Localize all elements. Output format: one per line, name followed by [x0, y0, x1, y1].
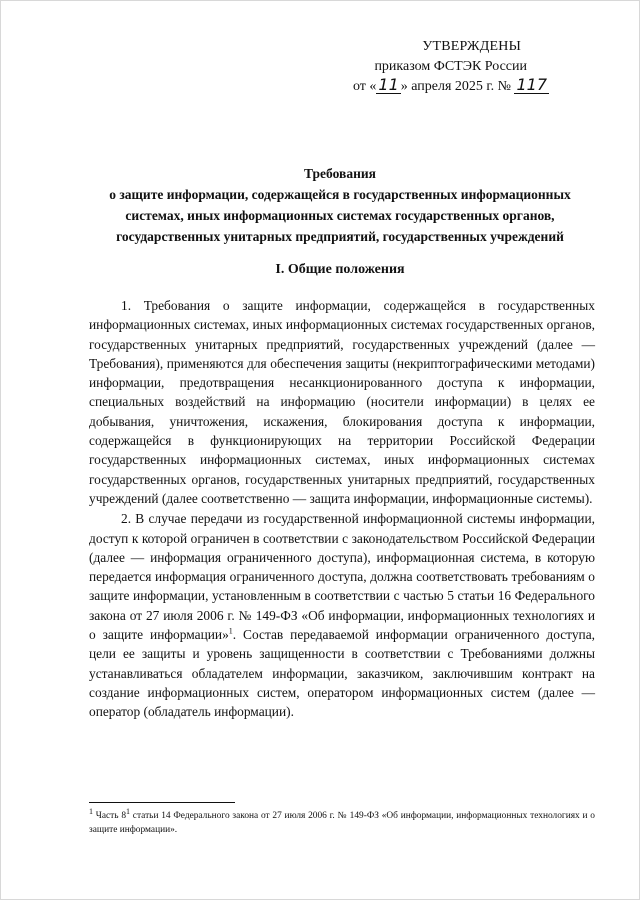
paragraph-2: [89, 509, 595, 721]
date-middle: » апреля 2025 г. №: [400, 79, 511, 94]
paragraph-2-text-b: . Состав передаваемой информации ограниченного доступа, цели ее защиты и уровень защищенности в соответствии с Требованиями должны устанавливаться обладателем информации, заказчиком, заключившим контракт на создание информационных систем, оператором информационных систем (далее — оператор (обладатель информации).: [89, 627, 595, 720]
footnote: [89, 806, 595, 837]
order-day-handwritten: 11: [378, 75, 399, 94]
title-line-4: государственных унитарных предприятий, государственных учреждений: [116, 229, 564, 244]
paragraph-1: 1. Требования о защите информации, содержащейся в государственных информационных системах, иных информационных системах государственных органов, государственных унитарных предприятий, государственных учреждений (далее — Требования), применяются для обеспечения защиты (некриптографическими методами) информации, предотвращения несанкционированного доступа к информации, специальных воздействий на информацию (носители информации) в целях ее добывания, уничтожения, искажения, блокирования доступа к информации, содержащейся в функционирующих на территории Российской Федерации государственных информационных системах, иных информационных системах государственных органов, государственных унитарных предприятий, государственных учреждений (далее соответственно — защита информации, информационные системы).: [89, 298, 595, 506]
footnote-reference: 1: [228, 626, 233, 636]
document-body: [89, 296, 595, 723]
order-authority: приказом ФСТЭК России: [374, 59, 527, 74]
footnote-text-a: Часть 8: [93, 811, 127, 821]
paragraph-2-text-a: 2. В случае передачи из государственной информационной системы информации, доступ к которой ограничен в соответствии с законодательством Российской Федерации (далее — информация ограниченного доступа), информационная система, в которую передается информация ограниченного доступа, должна соответствовать требованиям о защите информации, установленным в соответствии с частью 5 статьи 16 Федерального закона от 27 июля 2006 г. № 149-ФЗ «Об информации, информационных технологиях и о защите информации»: [89, 511, 595, 643]
title-line-3: системах, иных информационных системах государственных органов,: [125, 208, 555, 223]
title-line-2: о защите информации, содержащейся в государственных информационных: [109, 187, 571, 202]
approved-label: УТВЕРЖДЕНЫ: [422, 39, 521, 54]
document-title: [85, 163, 595, 247]
footnote-divider: [89, 802, 235, 803]
approval-stamp: [307, 37, 547, 97]
footnote-inner-sup: 1: [126, 806, 131, 816]
title-line-1: Требования: [304, 166, 376, 181]
section-heading: I. Общие положения: [275, 262, 405, 277]
order-number-handwritten: 117: [516, 75, 547, 94]
order-date-line: [329, 77, 549, 97]
footnote-mark: 1: [89, 806, 93, 816]
footnote-text-b: статьи 14 Федерального закона от 27 июля 2006 г. № 149-ФЗ «Об информации, информационных технологиях и о защите информации».: [89, 811, 595, 835]
date-prefix: от «: [352, 79, 377, 94]
